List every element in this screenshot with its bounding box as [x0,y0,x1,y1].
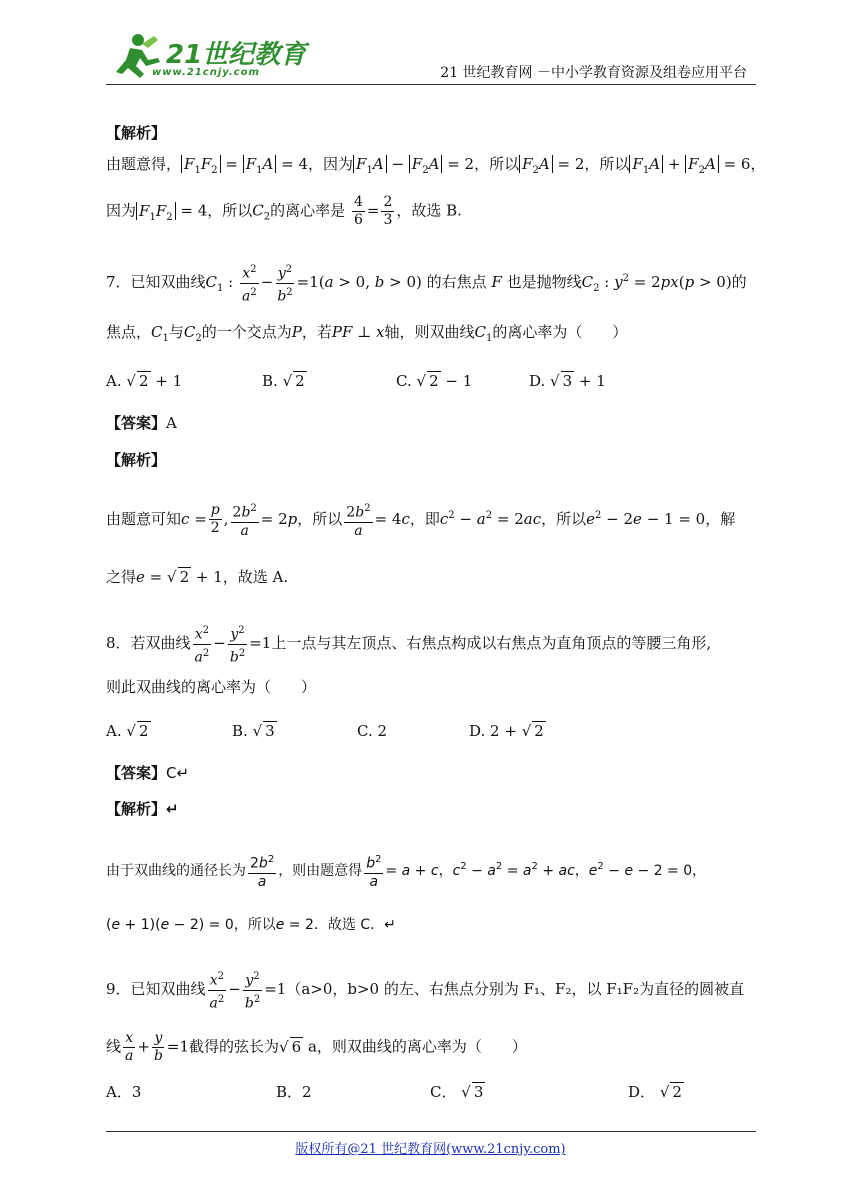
q9-option-a: A．3 [106,1083,142,1101]
q7-option-a: A. √ 2 + 1 [106,372,183,390]
q9-option-d: D． √ 2 [628,1083,682,1101]
footer-divider [106,1131,756,1132]
q7-analysis-line1: 由题意可知c = $\frac{p}{2}$ , $\frac{2b^2}{a}$ = 2p，所以 $\frac{2b^2}{a}$ = 4c，即$c^2 - a^2 = 2ac$，所以$e^2 - 2e - 1 = 0$，解 [106,500,735,540]
q6-analysis-line1: 由题意得， $F_1F_2 = F_1A = 4$，因为 $F_1A - F_2A = 2$，所以 $F_2A = 2$，所以 $F_1A + F_2A = 6$， [106,155,766,176]
q8-stem-line1: 8．若双曲线 $\frac{x^2}{a^2}$ − $\frac{y^2}{b^2}$ =1上一点与其左顶点、右焦点构成以右焦点为直角顶点的等腰三角形, [106,622,711,666]
q7-analysis-label: 【解析】 [106,451,167,469]
q6-analysis-label: 【解析】 [106,124,167,142]
footer-copyright[interactable]: 版权所有@21 世纪教育网(www.21cnjy.com) [295,1142,566,1157]
q8-analysis-line2: (e + 1)(e − 2) = 0，所以e = 2．故选 C．↵ [106,917,396,933]
q9-stem-line2: 线 $\frac{x}{a}$ + $\frac{y}{b}$ =1截得的弦长为√ 6 a，则双曲线的离心率为（ ） [106,1030,527,1064]
q9-option-c: C． √ 3 [430,1083,484,1101]
logo-url: www.21cnjy.com [152,67,260,78]
q8-analysis-label: 【解析】↵ [106,800,179,818]
q9-stem-line1: 9．已知双曲线 $\frac{x^2}{a^2}$ − $\frac{y^2}{b^2}$ =1（a>0，b>0 的左、右焦点分别为 F₁、F₂，以 F₁F₂为直径的圆被直 [106,968,744,1012]
q8-stem-line2: 则此双曲线的离心率为（ ） [106,678,317,696]
q7-option-c: C. √ 2 − 1 [396,372,473,390]
q9-option-b: B．2 [276,1083,312,1101]
q8-option-b: B. √ 3 [232,722,275,740]
logo-text: 21世纪教育 [166,40,307,70]
site-title: 21 世纪教育网 －中小学教育资源及组卷应用平台 [440,65,747,81]
q8-option-d: D. 2 + √ 2 [469,722,544,740]
header-divider [106,84,756,85]
header-logo [108,30,307,82]
q7-analysis-line2: 之得e = √ 2 + 1，故选 A. [106,568,289,586]
q7-stem-line2: 焦点，$C_1$与$C_2$的一个交点为P，若PF ⊥ x轴，则双曲线$C_1$的离心率为（ ） [106,323,628,344]
q7-stem-line1: 7．已知双曲线$C_1$ : $\frac{x^2}{a^2}$ − $\frac{y^2}{b^2}$ =1(a > 0, b > 0) 的右焦点 F 也是抛物线$C_2$ : $y^2 = 2px(p > 0)$的 [106,261,747,305]
q8-answer: 【答案】C↵ [106,764,190,782]
q8-option-a: A. √ 2 [106,722,149,740]
q8-option-c: C. 2 [357,722,388,740]
q7-answer: 【答案】A [106,414,177,432]
q7-option-d: D. √ 3 + 1 [529,372,606,390]
q6-analysis-line2: 因为 $F_1F_2 = 4$，所以$C_2$的离心率是 $\frac{4}{6}$ = $\frac{2}{3}$ ，故选 B. [106,194,462,228]
q8-analysis-line1: 由于双曲线的通径长为 $\frac{2b^2}{a}$ ，则由题意得 $\frac{b^2}{a}$ = a + c，$c^2 - a^2 = a^2$ + ac，$e^2 - e - 2 = 0$， [106,851,706,891]
q7-option-b: B. √ 2 [262,372,305,390]
